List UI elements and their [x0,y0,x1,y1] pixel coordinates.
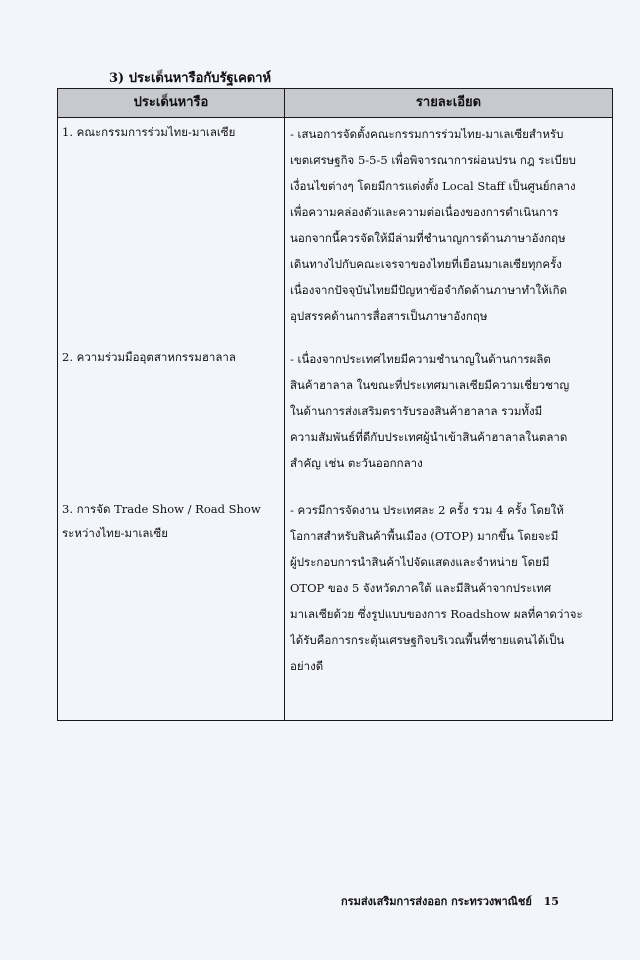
topic-line: 3. การจัด Trade Show / Road Show [62,502,261,516]
detail-line: เนื่องจากปัจจุบันไทยมีปัญหาข้อจำกัดด้านภาษาทำให้เกิด [290,283,568,297]
topic-line: ระหว่างไทย-มาเลเซีย [62,526,168,540]
detail-line: - ควรมีการจัดงาน ประเทศละ 2 ครั้ง รวม 4 ครั้ง โดยให้ [290,503,564,517]
footer-text: กรมส่งเสริมการส่งออก กระทรวงพาณิชย์ [341,895,532,908]
topic-line: 2. ความร่วมมืออุตสาหกรรมฮาลาล [62,350,236,364]
detail-line: เพื่อความคล่องตัวและความต่อเนื่องของการดำเนินการ [290,205,559,219]
header-details: รายละเอียด [415,95,482,110]
topic-line: 1. คณะกรรมการร่วมไทย-มาเลเซีย [62,125,236,139]
row-1-details [290,121,610,329]
detail-line: สำคัญ เช่น ตะวันออกกลาง [290,456,423,470]
header-topic: ประเด็นหารือ [133,95,209,110]
detail-line: - เสนอการจัดตั้งคณะกรรมการร่วมไทย-มาเลเซียสำหรับ [290,127,564,141]
row-2-topic [62,345,280,369]
row-3-details [290,497,610,679]
page-footer [341,892,559,910]
detail-line: สินค้าฮาลาล ในขณะที่ประเทศมาเลเซียมีความเชี่ยวชาญ [290,378,570,392]
row-2-details [290,346,610,476]
detail-line: - เนื่องจากประเทศไทยมีความชำนาญในด้านการผลิต [290,352,551,366]
detail-line: ได้รับคือการกระตุ้นเศรษฐกิจบริเวณพื้นที่ชายแดนได้เป็น [290,633,565,647]
detail-line: มาเลเซียด้วย ซึ่งรูปแบบของการ Roadshow ผลที่คาดว่าจะ [290,607,583,621]
detail-line: ในด้านการส่งเสริมตรารับรองสินค้าฮาลาล รวมทั้งมี [290,404,543,418]
discussion-table [57,88,613,721]
row-1-topic [62,120,280,144]
detail-line: นอกจากนี้ควรจัดให้มีล่ามที่ชำนาญการด้านภาษาอังกฤษ [290,231,566,245]
table-header-row [58,89,612,118]
row-3-topic [62,497,280,545]
detail-line: เดินทางไปกับคณะเจรจาของไทยที่เยือนมาเลเซียทุกครั้ง [290,257,562,271]
detail-line: โอกาสสำหรับสินค้าพื้นเมือง (OTOP) มากขึ้น โดยจะมี [290,529,559,543]
detail-line: อย่างดี [290,659,324,673]
detail-line: ผู้ประกอบการนำสินค้าไปจัดแสดงและจำหน่าย โดยมี [290,555,550,569]
detail-line: ความสัมพันธ์ที่ดีกับประเทศผู้นำเข้าสินค้าฮาลาลในตลาด [290,430,568,444]
detail-line: เงื่อนไขต่างๆ โดยมีการแต่งตั้ง Local Staff เป็นศูนย์กลาง [290,179,576,193]
column-divider [284,89,285,720]
detail-line: อุปสรรคด้านการสื่อสารเป็นภาษาอังกฤษ [290,309,488,323]
page-number: 15 [543,895,559,908]
section-heading: 3) ประเด็นหารือกับรัฐเคดาห์ [109,71,272,86]
detail-line: OTOP ของ 5 จังหวัดภาคใต้ และมีสินค้าจากประเทศ [290,581,552,595]
detail-line: เขตเศรษฐกิจ 5-5-5 เพื่อพิจารณาการผ่อนปรน กฎ ระเบียบ [290,153,576,167]
